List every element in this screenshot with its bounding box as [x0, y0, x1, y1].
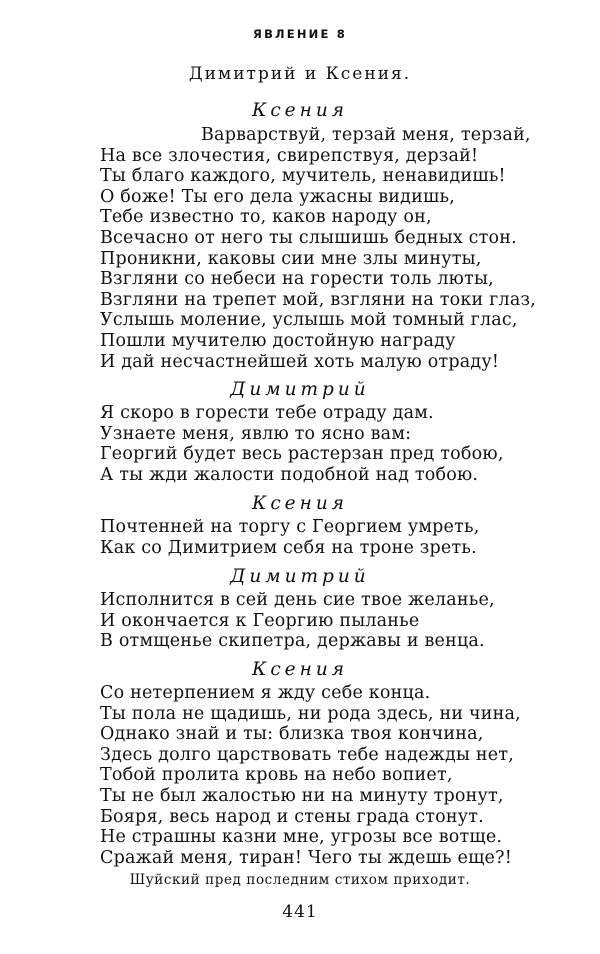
speech-5: [100, 683, 570, 868]
speaker-dimitry-1: Димитрий: [230, 379, 370, 400]
verse-line: Услышь моление, услышь мой томный глас,: [100, 310, 518, 331]
verse-line: Всечасно от него ты слышишь бедных стон.: [100, 227, 517, 248]
verse-line: Со нетерпением я жду себе конца.: [100, 683, 431, 703]
scene-title: ЯВЛЕНИЕ 8: [253, 27, 347, 41]
verse-line: В отмщенье скипетра, державы и венца.: [100, 631, 485, 652]
verse-line: Не страшны казни мне, угрозы все вотще.: [100, 827, 503, 848]
stage-direction: Шуйский пред последним стихом приходит.: [129, 872, 471, 888]
verse-line: Взгляни со небеси на горести толь люты,: [100, 269, 494, 290]
verse-line: Взгляни на трепет мой, взгляни на токи глаз,: [100, 289, 537, 310]
speech-2: [100, 403, 570, 485]
speech-1: [100, 125, 570, 372]
verse-line: Ты благо каждого, мучитель, ненавидишь!: [100, 166, 506, 187]
verse-line: И окончается к Георгию пыланье: [100, 610, 420, 631]
page-number: 441: [282, 902, 318, 922]
verse-line: Я скоро в горести тебе отраду дам.: [100, 403, 434, 423]
verse-line: Здесь долго царствовать тебе надежды нет,: [100, 744, 514, 765]
verse-line: Почтенней на торгу с Георгием умреть,: [100, 517, 480, 537]
verse-line: Тобой пролита кровь на небо вопиет,: [100, 765, 453, 786]
verse-line: Однако знай и ты: близка твоя кончина,: [100, 724, 484, 745]
speaker-dimitry-2: Димитрий: [230, 566, 370, 587]
verse-line: Исполнится в сей день сие твое желанье,: [100, 590, 495, 610]
speech-4: [100, 590, 570, 652]
speaker-ksenia-1: Ксения: [252, 100, 348, 121]
verse-line: Как со Димитрием себя на троне зреть.: [100, 537, 477, 558]
verse-line: Варварствуй, терзай меня, терзай,: [201, 125, 531, 145]
verse-line: Тебе известно то, каков народу он,: [100, 207, 432, 228]
verse-line: Ты не был жалостью ни на минуту тронут,: [100, 785, 504, 806]
verse-line: Ты пола не щадишь, ни рода здесь, ни чина,: [100, 703, 521, 724]
verse-line: Пошли мучителю достойную награду: [100, 330, 456, 351]
verse-line: И дай несчастнейшей хоть малую отраду!: [100, 351, 500, 372]
verse-line: О боже! Ты его дела ужасны видишь,: [100, 186, 455, 207]
speech-3: [100, 517, 570, 558]
verse-line: Проникни, каковы сии мне злы минуты,: [100, 248, 482, 269]
speaker-ksenia-2: Ксения: [252, 493, 348, 514]
speaker-ksenia-3: Ксения: [252, 659, 348, 680]
verse-line: А ты жди жалости подобной над тобою.: [100, 464, 479, 485]
verse-line: Бояря, весь народ и стены града стонут.: [100, 806, 484, 827]
verse-line: Сражай меня, тиран! Чего ты ждешь еще?!: [100, 847, 512, 868]
verse-line: Узнаете меня, явлю то ясно вам:: [100, 423, 412, 444]
verse-line: На все злочестия, свирепствуя, дерзай!: [100, 145, 479, 166]
scene-characters: Димитрий и Ксения.: [188, 64, 412, 84]
verse-line: Георгий будет весь растерзан пред тобою,: [100, 444, 504, 465]
